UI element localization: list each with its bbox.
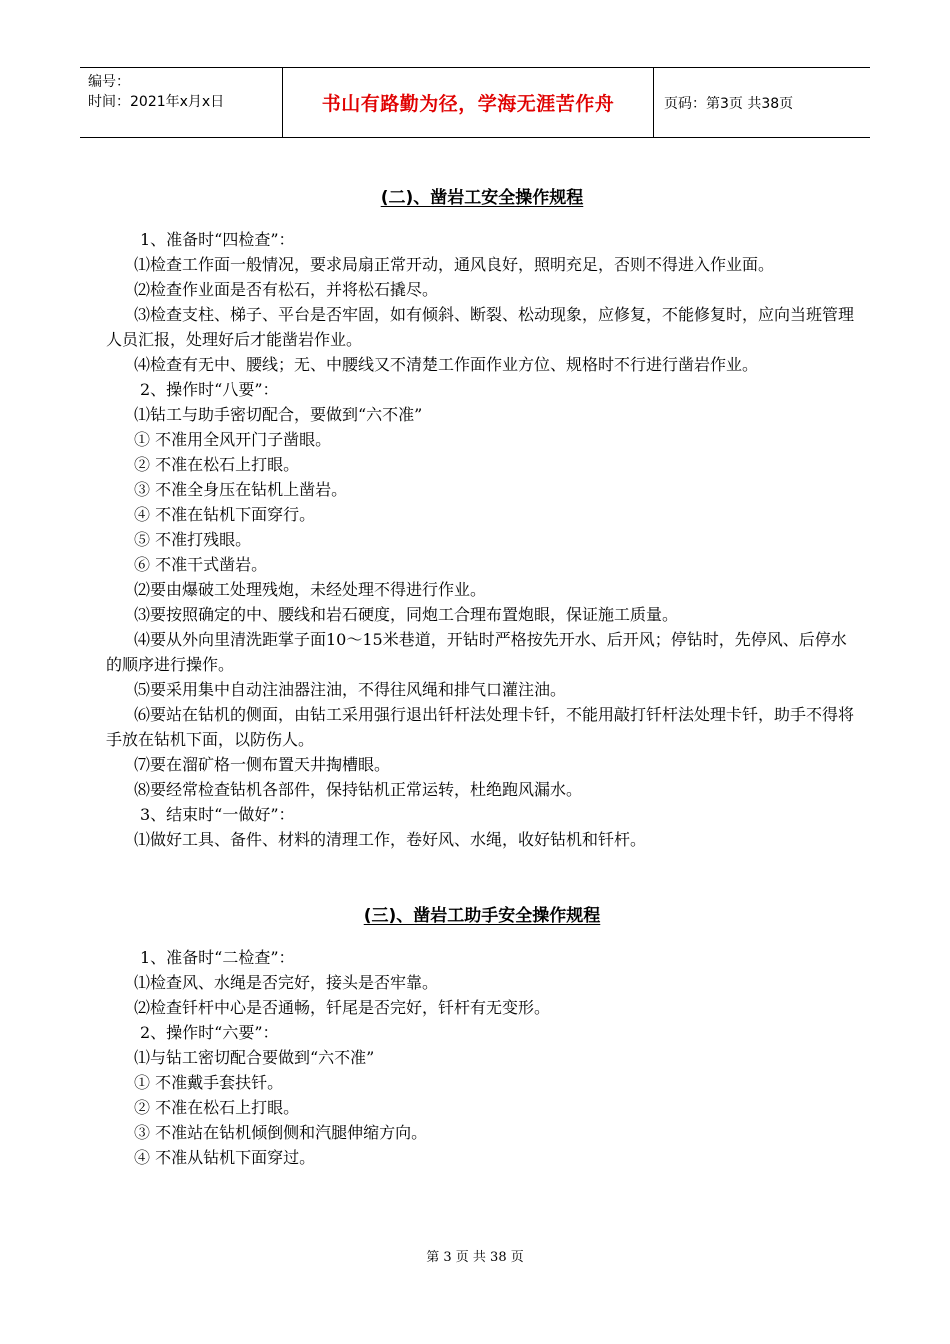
s2-item: ⑺要在溜矿格一侧布置天井掏槽眼。 [134, 755, 391, 774]
date-label: 时间：2021年x月x日 [88, 94, 225, 110]
s3-item: ⑴与钻工密切配合要做到“六不准” [134, 1048, 375, 1067]
header-motto-cell [282, 68, 654, 137]
s2-item: ⑹要站在钻机的侧面，由钻工采用强行退出钎杆法处理卡钎，不能用敲打钎杆法处理卡钎，助手不得将手放在钻机下面，以防伤人。 [106, 705, 855, 749]
s2-item: ⑵要由爆破工处理残炮，未经处理不得进行作业。 [134, 580, 487, 599]
section-2-title: (二)、凿岩工安全操作规程 [380, 188, 584, 208]
page-footer: 第 3 页 共 38 页 [426, 1250, 524, 1265]
s3-rule: ① 不准戴手套扶钎。 [134, 1073, 284, 1092]
s3-step-1: 1、准备时“二检查”： [140, 948, 295, 967]
motto-text: 书山有路勤为径，学海无涯苦作舟 [321, 93, 615, 115]
section-3-title: (三)、凿岩工助手安全操作规程 [363, 906, 601, 926]
s2-step-3: 3、结束时“一做好”： [140, 805, 295, 824]
s3-rule: ③ 不准站在钻机倾倒侧和汽腿伸缩方向。 [134, 1123, 428, 1142]
header-page-cell [654, 68, 870, 137]
s2-item: ⑵检查作业面是否有松石，并将松石撬尽。 [134, 280, 439, 299]
s2-item: ⑻要经常检查钻机各部件，保持钻机正常运转，杜绝跑风漏水。 [134, 780, 583, 799]
s2-item: ⑷检查有无中、腰线；无、中腰线又不清楚工作面作业方位、规格时不行进行凿岩作业。 [134, 355, 759, 374]
page-info: 页码：第3页 共38页 [664, 95, 794, 112]
s2-item: ⑴做好工具、备件、材料的清理工作，卷好风、水绳，收好钻机和钎杆。 [134, 830, 647, 849]
s2-item: ⑴钻工与助手密切配合，要做到“六不准” [134, 405, 423, 424]
s3-rule: ② 不准在松石上打眼。 [134, 1098, 300, 1117]
s3-item: ⑴检查风、水绳是否完好，接头是否牢靠。 [134, 973, 439, 992]
s2-rule: ③ 不准全身压在钻机上凿岩。 [134, 480, 348, 499]
s2-item: ⑶要按照确定的中、腰线和岩石硬度，同炮工合理布置炮眼，保证施工质量。 [134, 605, 679, 624]
header-left-cell [80, 68, 282, 137]
s2-step-2: 2、操作时“八要”： [140, 380, 279, 399]
s3-step-2: 2、操作时“六要”： [140, 1023, 279, 1042]
s2-rule: ⑥ 不准干式凿岩。 [134, 555, 268, 574]
s2-rule: ④ 不准在钻机下面穿行。 [134, 505, 316, 524]
s2-rule: ⑤ 不准打残眼。 [134, 530, 252, 549]
s3-rule: ④ 不准从钻机下面穿过。 [134, 1148, 316, 1167]
code-label: 编号： [88, 74, 130, 90]
document-body [106, 182, 858, 1170]
s2-item: ⑴检查工作面一般情况，要求局扇正常开动，通风良好，照明充足，否则不得进入作业面。 [134, 255, 775, 274]
s2-item: ⑷要从外向里清洗距掌子面10～15米巷道，开钻时严格按先开水、后开风；停钻时，先停风、后停水的顺序进行操作。 [106, 630, 847, 674]
s2-item: ⑶检查支柱、梯子、平台是否牢固，如有倾斜、断裂、松动现象，应修复，不能修复时，应向当班管理人员汇报，处理好后才能凿岩作业。 [106, 305, 855, 349]
s3-item: ⑵检查钎杆中心是否通畅，钎尾是否完好，钎杆有无变形。 [134, 998, 551, 1017]
s2-rule: ① 不准用全风开门子凿眼。 [134, 430, 332, 449]
s2-rule: ② 不准在松石上打眼。 [134, 455, 300, 474]
s2-step-1: 1、准备时“四检查”： [140, 230, 295, 249]
page-header [80, 67, 870, 138]
s2-item: ⑸要采用集中自动注油器注油，不得往风绳和排气口灌注油。 [134, 680, 567, 699]
